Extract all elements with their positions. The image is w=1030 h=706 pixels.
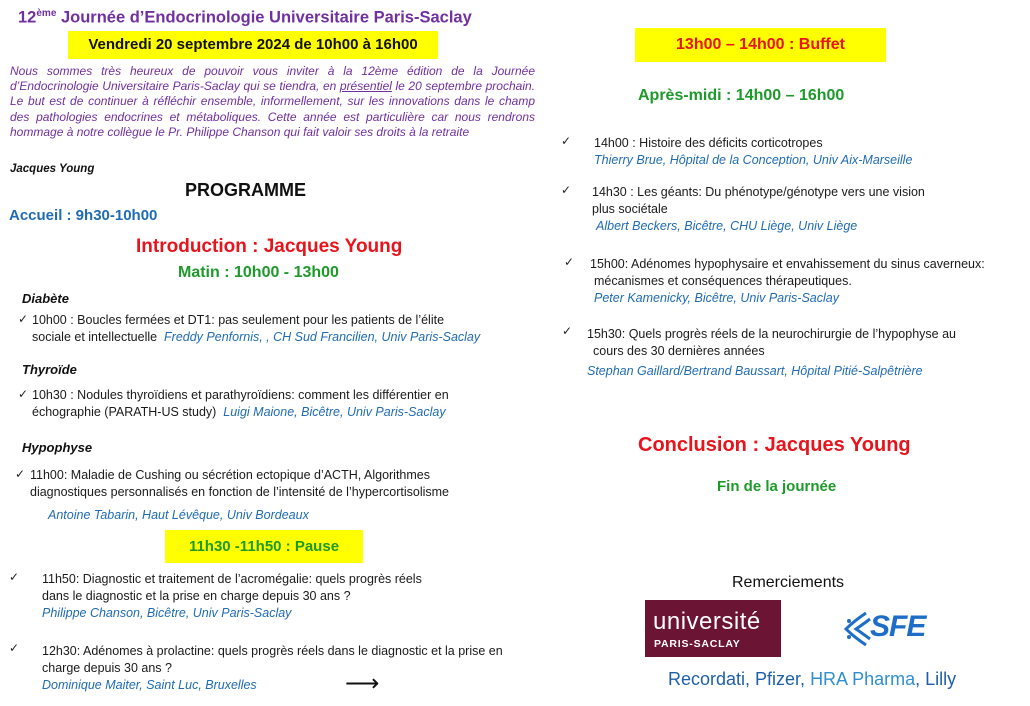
talk-15h00: 15h00: Adénomes hypophysaire et envahissement du sinus caverneux: mécanismes et conséquences thérapeutiques. Peter Kamenicky, Bicêtre, Univ Paris-Saclay: [590, 256, 1026, 307]
speaker-name: Antoine Tabarin, Haut Lévêque, Univ Bordeaux: [48, 508, 309, 522]
apres-midi-heading: Après-midi : 14h00 – 16h00: [638, 87, 845, 104]
check-icon: ✓: [18, 312, 29, 326]
sfe-wave-icon: [842, 609, 872, 649]
talk-15h30: 15h30: Quels progrès réels de la neurochirurgie de l’hypophyse au cours des 30 dernières années Stephan Gaillard/Bertrand Baussart, Hôpital Pitié-Salpêtrière: [587, 326, 1023, 380]
introduction-heading: Introduction : Jacques Young: [136, 236, 403, 257]
buffet-banner: 13h00 – 14h00 : Buffet: [635, 28, 886, 62]
check-icon: ✓: [562, 324, 573, 338]
check-icon: ✓: [561, 183, 572, 197]
check-icon: ✓: [9, 641, 20, 655]
remerciements-heading: Remerciements: [732, 574, 845, 591]
speaker-name: Freddy Penfornis, , CH Sud Francilien, Univ Paris-Saclay: [164, 330, 481, 344]
matin-heading: Matin : 10h00 - 13h00: [178, 264, 339, 281]
talk-11h50: 11h50: Diagnostic et traitement de l’acromégalie: quels progrès réels dans le diagnostic et la prise en charge depuis 30 ans ? Philippe Chanson, Bicêtre, Univ Paris-Saclay: [42, 571, 532, 622]
speaker-name: Luigi Maione, Bicêtre, Univ Paris-Saclay: [223, 405, 446, 419]
fin-journee: Fin de la journée: [717, 478, 837, 495]
accueil-time: Accueil : 9h30-10h00: [9, 207, 158, 224]
sponsor-list: Recordati, Pfizer, HRA Pharma, Lilly: [668, 669, 957, 689]
section-hypophyse: Hypophyse: [22, 440, 93, 455]
event-title: 12ème Journée d’Endocrinologie Universitaire Paris-Saclay: [18, 8, 472, 27]
speaker-name: Albert Beckers, Bicêtre, CHU Liège, Univ Liège: [596, 219, 858, 233]
intro-paragraph: Nous sommes très heureux de pouvoir vous inviter à la 12ème édition de la Journée d’Endocrinologie Universitaire Paris-Saclay qui se tiendra, en présentiel le 20 septembre prochain. Le but est de continuer à réfléchir ensemble, informellement, sur les innovations dans le champ des pathologies endocrines et métaboliques. Cette année est particulière car nous rendrons hommage à notre collègue le Pr. Philippe Chanson qui fait valoir ses droits à la retraite: [10, 64, 535, 139]
check-icon: ✓: [9, 570, 20, 584]
talk-10h00: 10h00 : Boucles fermées et DT1: pas seulement pour les patients de l’élite sociale et intellectuelle Freddy Penfornis, , CH Sud Francilien, Univ Paris-Saclay: [32, 313, 481, 344]
check-icon: ✓: [15, 467, 26, 481]
sfe-logo: SFE: [842, 604, 952, 654]
intro-signature: Jacques Young: [10, 163, 95, 175]
universite-paris-saclay-logo: université PARIS-SACLAY: [645, 600, 781, 657]
speaker-name: Stephan Gaillard/Bertrand Baussart, Hôpital Pitié-Salpêtrière: [587, 364, 923, 378]
speaker-name: Thierry Brue, Hôpital de la Conception, Univ Aix-Marseille: [594, 153, 913, 167]
check-icon: ✓: [18, 387, 29, 401]
talk-12h30: 12h30: Adénomes à prolactine: quels progrès réels dans le diagnostic et la prise en charge depuis 30 ans ? Dominique Maiter, Saint Luc, Bruxelles: [42, 643, 552, 694]
speaker-name: Philippe Chanson, Bicêtre, Univ Paris-Saclay: [42, 606, 292, 620]
check-icon: ✓: [561, 134, 572, 148]
section-diabete: Diabète: [22, 291, 69, 306]
next-arrow-icon: ⟶: [345, 670, 380, 697]
conclusion-heading: Conclusion : Jacques Young: [638, 434, 911, 456]
section-thyroide: Thyroïde: [22, 362, 77, 377]
speaker-name: Peter Kamenicky, Bicêtre, Univ Paris-Saclay: [594, 291, 839, 305]
speaker-name: Dominique Maiter, Saint Luc, Bruxelles: [42, 678, 257, 692]
talk-10h30: 10h30 : Nodules thyroïdiens et parathyroïdiens: comment les différentier en échographie (PARATH-US study) Luigi Maione, Bicêtre, Univ Paris-Saclay: [32, 388, 449, 419]
event-date: Vendredi 20 septembre 2024 de 10h00 à 16h00: [68, 31, 438, 59]
talk-11h00: 11h00: Maladie de Cushing ou sécrétion ectopique d’ACTH, Algorithmes diagnostiques personnalisés en fonction de l’intensité de l’hypercortisolisme: [30, 468, 449, 499]
talk-14h30: 14h30 : Les géants: Du phénotype/génotype vers une vision plus sociétale Albert Beckers, Bicêtre, CHU Liège, Univ Liège: [592, 184, 1022, 235]
pause-banner: 11h30 -11h50 : Pause: [165, 530, 363, 563]
programme-heading: PROGRAMME: [185, 180, 306, 200]
talk-14h00: 14h00 : Histoire des déficits corticotropes Thierry Brue, Hôpital de la Conception, Univ Aix-Marseille: [594, 135, 1024, 169]
check-icon: ✓: [564, 255, 575, 269]
